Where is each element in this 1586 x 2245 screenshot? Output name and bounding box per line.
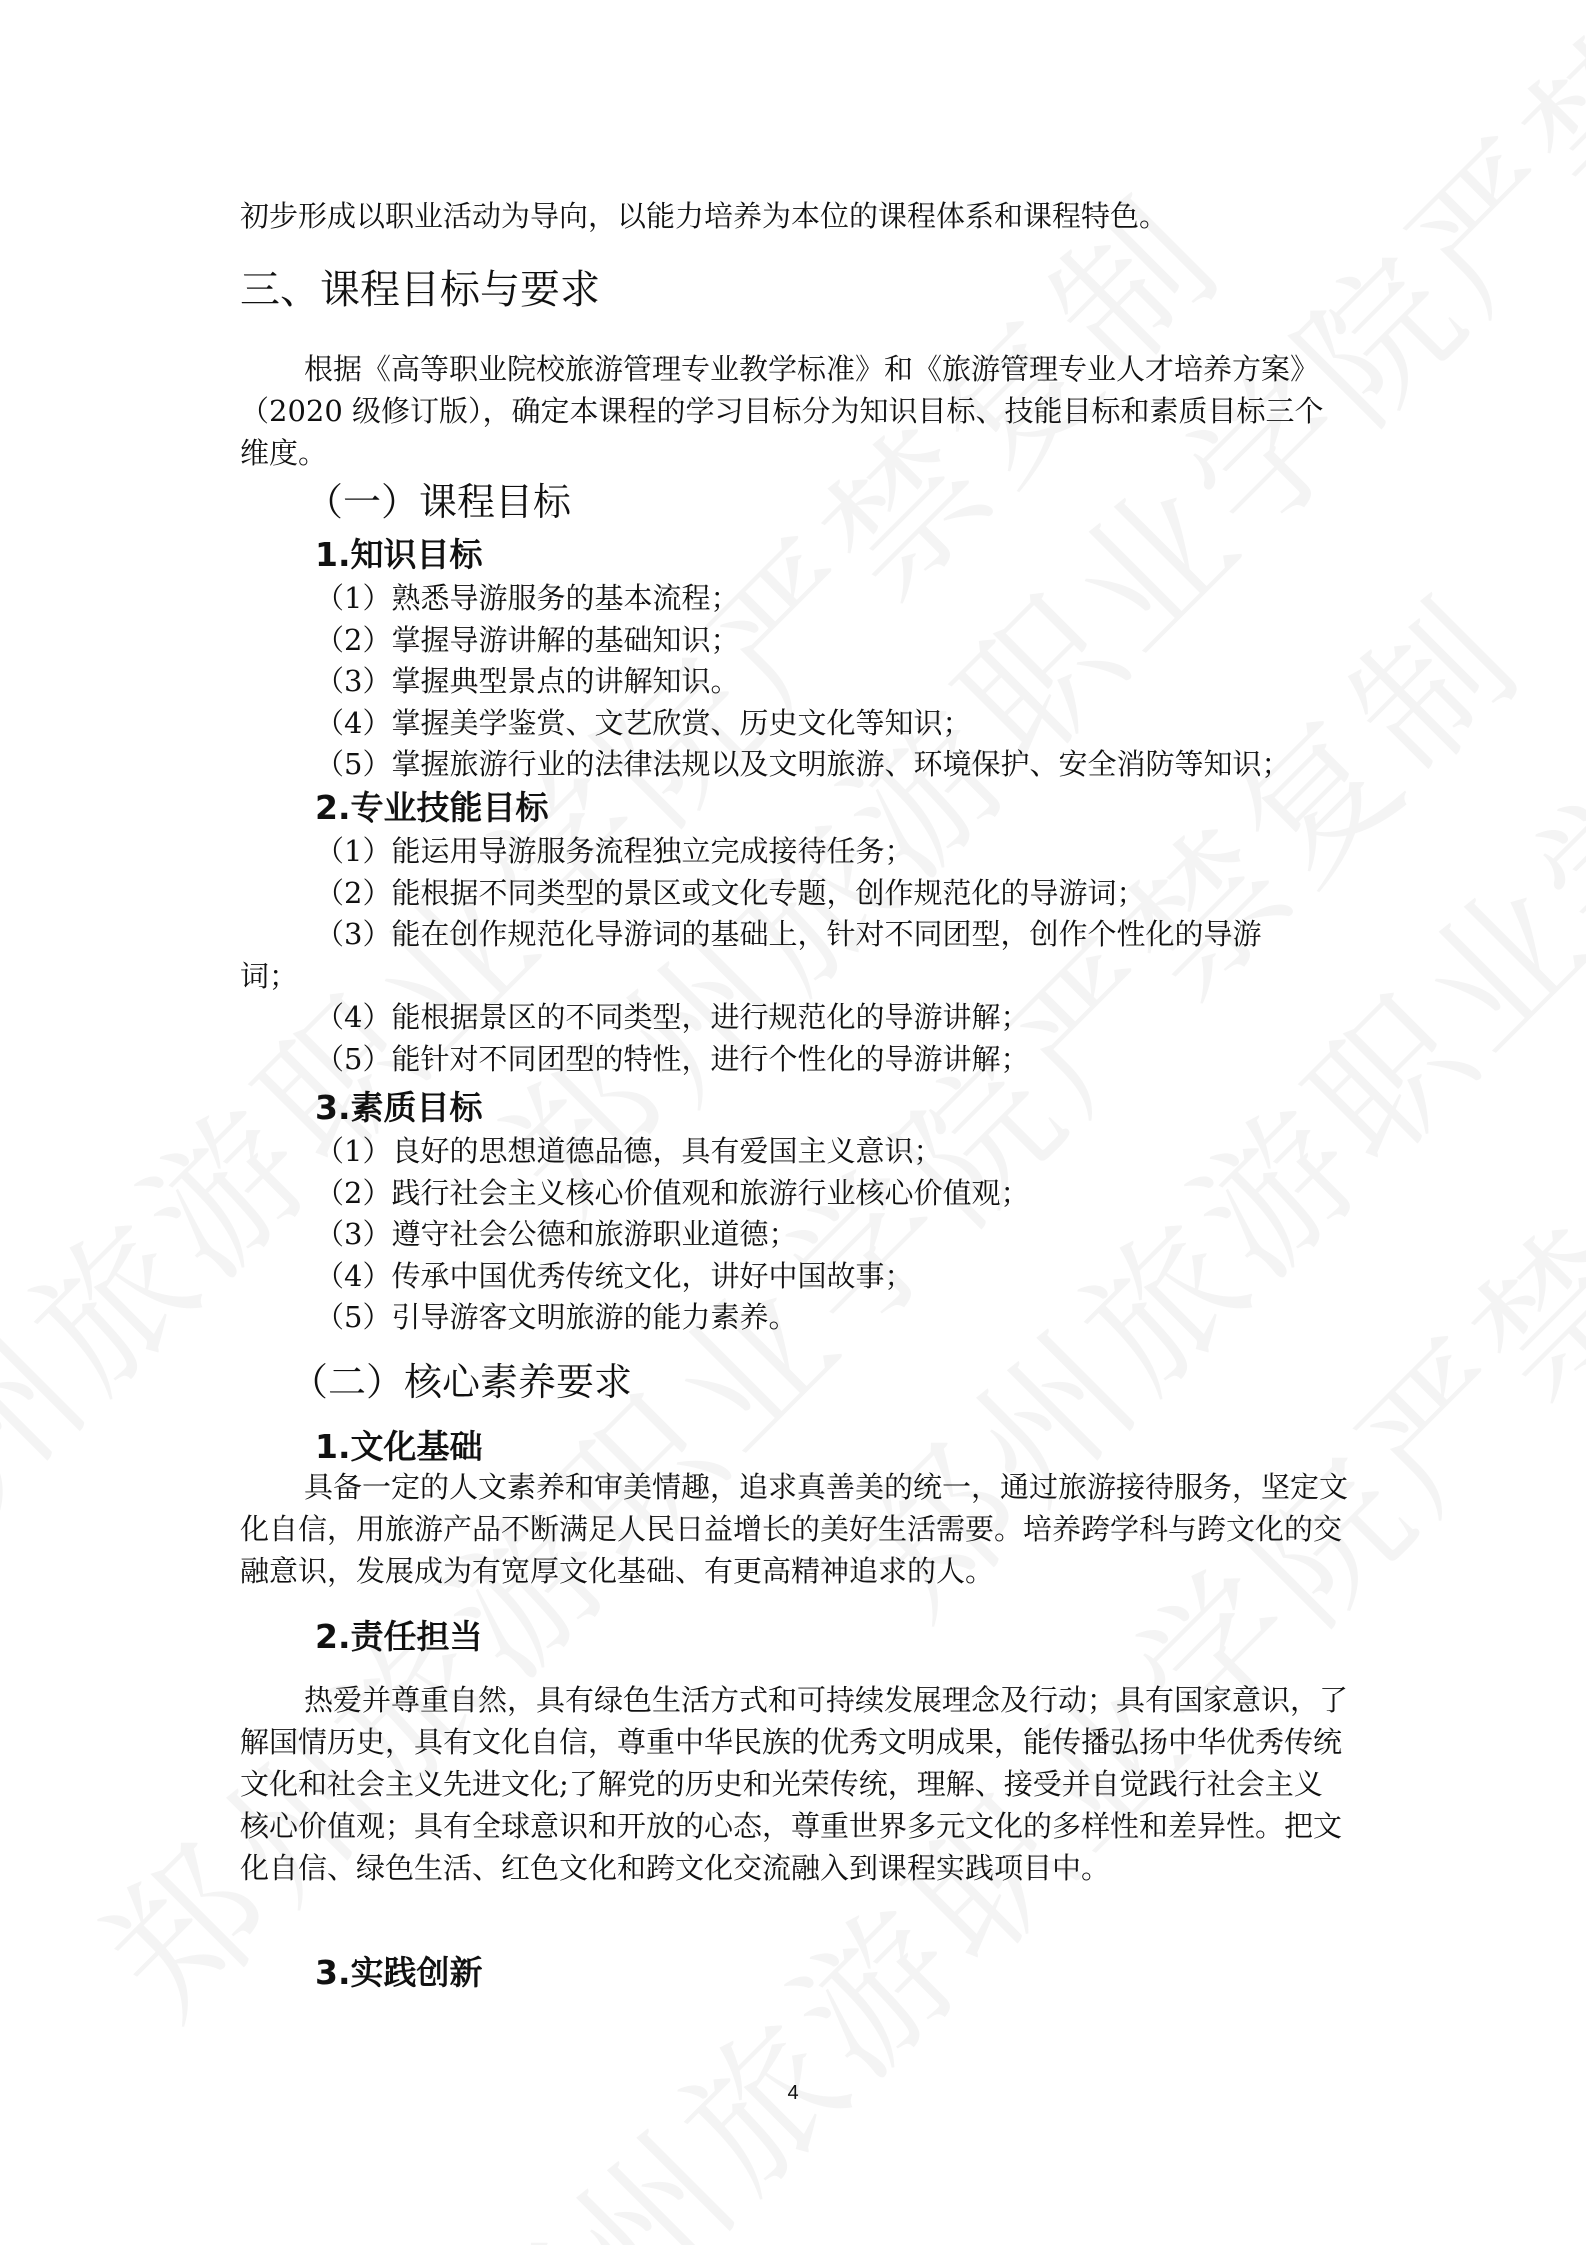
goal-title: 2.责任担当 — [315, 1617, 483, 1656]
list-item: （2）能根据不同类型的景区或文化专题，创作规范化的导游词； — [315, 875, 1146, 910]
list-item-continuation: 词； — [240, 958, 299, 993]
goal-title: 1.知识目标 — [315, 535, 483, 574]
responsibility-title-block — [315, 1614, 1425, 1660]
paragraph: 具备一定的人文素养和审美情趣，追求真善美的统一，通过旅游接待服务，坚定文化自信，用旅游产品不断满足人民日益增长的美好生活需要。培养跨学科与跨文化的交融意识，发展成为有宽厚文化基础、有更高精神追求的人。 — [240, 1470, 1349, 1588]
list-item: （1）熟悉导游服务的基本流程； — [315, 581, 740, 615]
goal-title: 2.专业技能目标 — [315, 788, 549, 827]
quality-goals — [315, 1085, 1425, 1339]
culture-text-block — [240, 1466, 1350, 1592]
culture-title-block — [315, 1424, 1425, 1470]
paragraph: 热爱并尊重自然，具有绿色生活方式和可持续发展理念及行动；具有国家意识，了解国情历史，具有文化自信，尊重中华民族的优秀文明成果，能传播弘扬中华优秀传统文化和社会主义先进文化;了解党的历史和光荣传统，理解、接受并自觉践行社会主义核心价值观；具有全球意识和开放的心态，尊重世界多元文化的多样性和差异性。把文化自信、绿色生活、红色文化和跨文化交流融入到课程实践项目中。 — [240, 1683, 1349, 1885]
subsection-title: （一）课程目标 — [305, 480, 572, 524]
knowledge-goals — [315, 532, 1425, 786]
top-line-block — [240, 195, 1350, 237]
section-3 — [240, 262, 1350, 318]
section-title: 三、课程目标与要求 — [240, 267, 600, 313]
core-literacy-heading — [290, 1356, 1400, 1408]
list-item: （5）掌握旅游行业的法律法规以及文明旅游、环境保护、安全消防等知识； — [315, 747, 1291, 781]
list-item: （2）掌握导游讲解的基础知识； — [315, 622, 740, 657]
list-item: （3）遵守社会公德和旅游职业道德； — [315, 1217, 798, 1251]
list-item: （4）能根据景区的不同类型，进行规范化的导游讲解； — [315, 1000, 1030, 1034]
list-item: （2）践行社会主义核心价值观和旅游行业核心价值观； — [315, 1175, 1030, 1210]
page-number: 4 — [787, 2082, 799, 2104]
responsibility-text-block — [240, 1679, 1350, 1889]
list-item: （1）能运用导游服务流程独立完成接待任务； — [315, 834, 914, 868]
list-item: （1）良好的思想道德品德，具有爱国主义意识； — [315, 1134, 943, 1168]
list-item: （4）掌握美学鉴赏、文艺欣赏、历史文化等知识； — [315, 705, 972, 740]
subsection-title: （二）核心素养要求 — [290, 1360, 633, 1404]
list-item: （5）能针对不同团型的特性，进行个性化的导游讲解； — [315, 1041, 1030, 1076]
section-3-intro — [240, 348, 1350, 474]
list-item: （4）传承中国优秀传统文化，讲好中国故事； — [315, 1258, 914, 1293]
paragraph: 初步形成以职业活动为导向，以能力培养为本位的课程体系和课程特色。 — [240, 199, 1169, 233]
goal-title: 3.实践创新 — [315, 1953, 483, 1992]
goal-title: 3.素质目标 — [315, 1088, 483, 1127]
skill-goals — [240, 785, 1425, 1080]
innovation-title-block — [315, 1950, 1425, 1996]
course-goals-heading — [305, 476, 1415, 528]
paragraph: 根据《高等职业院校旅游管理专业教学标准》和《旅游管理专业人才培养方案》（2020 级修订版），确定本课程的学习目标分为知识目标、技能目标和素质目标三个维度。 — [240, 352, 1324, 470]
goal-title: 1.文化基础 — [315, 1427, 483, 1466]
list-item: （5）引导游客文明旅游的能力素养。 — [315, 1300, 798, 1334]
list-item: （3）能在创作规范化导游词的基础上，针对不同团型，创作个性化的导游 — [315, 917, 1262, 951]
list-item: （3）掌握典型景点的讲解知识。 — [315, 664, 740, 698]
